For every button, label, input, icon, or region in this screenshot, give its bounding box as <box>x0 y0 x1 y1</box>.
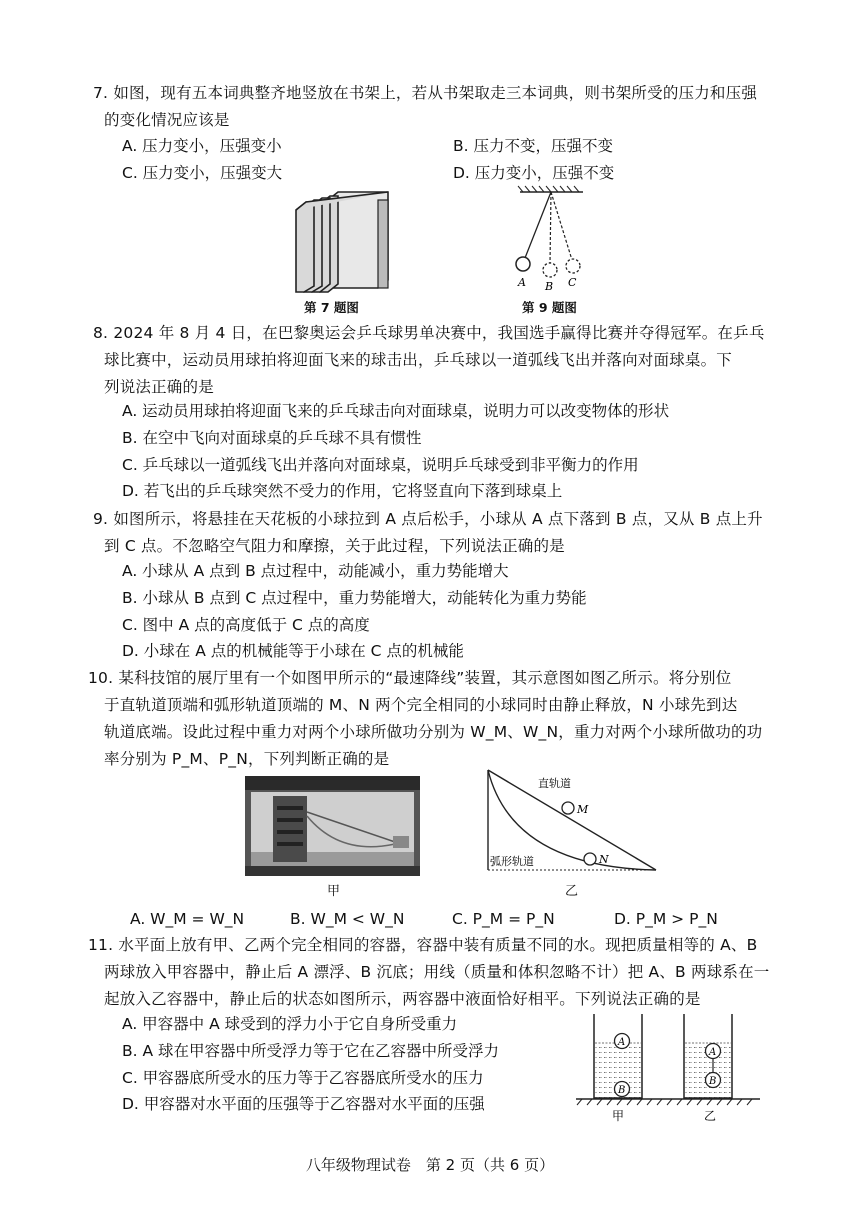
page-footer: 八年级物理试卷 第 2 页（共 6 页） <box>305 1156 555 1174</box>
pendulum-figure <box>505 184 595 292</box>
q7-option-d: D. 压力变小，压强不变 <box>453 164 615 182</box>
q10-line-1: 10. 某科技馆的展厅里有一个如图甲所示的“最速降线”装置，其示意图如图乙所示。将分别位 <box>88 669 732 687</box>
q7-line-2: 的变化情况应该是 <box>104 111 230 129</box>
pendulum-label-a: A <box>518 276 526 289</box>
q8-option-c: C. 乒乓球以一道弧线飞出并落向对面球桌，说明乒乓球受到非平衡力的作用 <box>122 456 639 474</box>
q8-line-3: 列说法正确的是 <box>104 378 214 396</box>
q7-figure-caption: 第 7 题图 <box>304 300 359 315</box>
ball-m-label: M <box>577 803 589 816</box>
q10-option-d: D. P_M > P_N <box>614 910 718 928</box>
q7-option-c: C. 压力变小，压强变大 <box>122 164 283 182</box>
q10-line-3: 轨道底端。设此过程中重力对两个小球所做功分别为 W_M、W_N，重力对两个小球所做功的功 <box>104 723 763 741</box>
q8-option-b: B. 在空中飞向对面球桌的乒乓球不具有惯性 <box>122 429 422 447</box>
q11-option-b: B. A 球在甲容器中所受浮力等于它在乙容器中所受浮力 <box>122 1042 500 1060</box>
question-11-stem <box>88 932 794 1013</box>
q11-option-c: C. 甲容器底所受水的压力等于乙容器底所受水的压力 <box>122 1069 484 1087</box>
pendulum-label-c: C <box>568 276 577 289</box>
q9-option-a: A. 小球从 A 点到 B 点过程中，动能减小，重力势能增大 <box>122 562 509 580</box>
container-jia-ball-a: A <box>618 1037 626 1048</box>
straight-track-label: 直轨道 <box>538 777 571 790</box>
q9-figure-caption: 第 9 题图 <box>522 300 577 315</box>
question-10-stem <box>88 665 794 773</box>
q10-diagram-label: 乙 <box>565 884 579 899</box>
q11-option-d: D. 甲容器对水平面的压强等于乙容器对水平面的压强 <box>122 1095 485 1113</box>
dictionaries-figure <box>290 188 400 293</box>
q11-line-2: 两球放入甲容器中，静止后 A 漂浮、B 沉底；用线（质量和体积忽略不计）把 A、B 两球系在一 <box>104 963 770 981</box>
containers-figure <box>574 1010 764 1124</box>
q7-line-1: 7. 如图，现有五本词典整齐地竖放在书架上，若从书架取走三本词典，则书架所受的压力和压强 <box>93 84 758 102</box>
q9-line-1: 9. 如图所示，将悬挂在天花板的小球拉到 A 点后松手，小球从 A 点下落到 B 点，又从 B 点上升 <box>93 510 763 528</box>
question-7-stem <box>93 80 794 134</box>
q11-line-3: 起放入乙容器中，静止后的状态如图所示，两容器中液面恰好相平。下列说法正确的是 <box>104 990 701 1008</box>
q9-option-b: B. 小球从 B 点到 C 点过程中，重力势能增大，动能转化为重力势能 <box>122 589 587 607</box>
q11-option-a: A. 甲容器中 A 球受到的浮力小于它自身所受重力 <box>122 1015 458 1033</box>
container-jia-ball-b: B <box>618 1085 626 1096</box>
q8-option-a: A. 运动员用球拍将迎面飞来的乒乓球击向对面球桌，说明力可以改变物体的形状 <box>122 402 670 420</box>
arc-track-label: 弧形轨道 <box>490 855 534 868</box>
container-yi-ball-b: B <box>709 1076 717 1087</box>
q10-option-a: A. W_M = W_N <box>130 910 245 928</box>
exhibit-photo <box>245 776 420 876</box>
q7-option-a: A. 压力变小，压强变小 <box>122 137 282 155</box>
ball-n-label: N <box>599 853 609 866</box>
container-jia-label: 甲 <box>612 1109 625 1123</box>
brachistochrone-diagram <box>484 767 664 877</box>
q10-line-2: 于直轨道顶端和弧形轨道顶端的 M、N 两个完全相同的小球同时由静止释放，N 小球先到达 <box>104 696 738 714</box>
q8-line-2: 球比赛中，运动员用球拍将迎面飞来的球击出，乒乓球以一道弧线飞出并落向对面球桌。下 <box>104 351 733 369</box>
question-9-stem <box>93 506 794 560</box>
q9-option-c: C. 图中 A 点的高度低于 C 点的高度 <box>122 616 370 634</box>
pendulum-label-b: B <box>545 280 554 292</box>
container-yi-ball-a: A <box>709 1047 717 1058</box>
q10-photo-label: 甲 <box>327 884 341 899</box>
q10-option-c: C. P_M = P_N <box>452 910 555 928</box>
q11-line-1: 11. 水平面上放有甲、乙两个完全相同的容器，容器中装有质量不同的水。现把质量相等的 A、B <box>88 936 758 954</box>
q9-line-2: 到 C 点。不忽略空气阻力和摩擦，关于此过程，下列说法正确的是 <box>104 537 565 555</box>
q8-option-d: D. 若飞出的乒乓球突然不受力的作用，它将竖直向下落到球桌上 <box>122 482 563 500</box>
q8-line-1: 8. 2024 年 8 月 4 日，在巴黎奥运会乒乓球男单决赛中，我国选手赢得比赛并夺得冠军。在乒乓 <box>93 324 765 342</box>
container-yi-label: 乙 <box>704 1109 717 1123</box>
question-8-stem <box>93 320 794 401</box>
q9-option-d: D. 小球在 A 点的机械能等于小球在 C 点的机械能 <box>122 642 464 660</box>
q7-option-b: B. 压力不变，压强不变 <box>453 137 613 155</box>
q10-option-b: B. W_M < W_N <box>290 910 405 928</box>
q10-line-4: 率分别为 P_M、P_N，下列判断正确的是 <box>104 750 390 768</box>
